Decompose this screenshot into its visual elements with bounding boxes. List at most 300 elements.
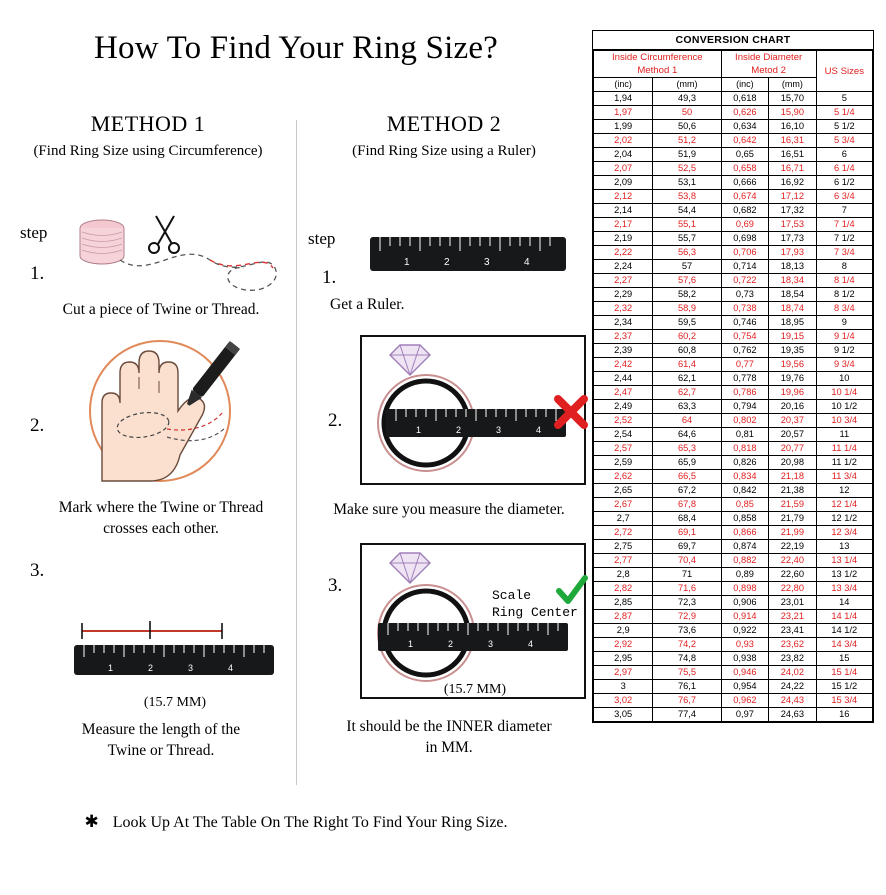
table-cell: 12 1/2 [816, 512, 872, 526]
table-cell: 2,62 [594, 470, 653, 484]
table-row [594, 176, 873, 190]
table-cell: 67,8 [653, 498, 721, 512]
method-1-step-label: step [20, 223, 48, 242]
scale-label-line-1: Scale [492, 588, 532, 603]
table-row [594, 456, 873, 470]
unit-mm-1: (mm) [653, 78, 721, 92]
svg-text:1: 1 [416, 425, 422, 435]
table-cell: 2,85 [594, 596, 653, 610]
table-row [594, 232, 873, 246]
table-cell: 0,89 [721, 568, 768, 582]
table-cell: 55,1 [653, 218, 721, 232]
table-cell: 2,97 [594, 666, 653, 680]
table-row [594, 680, 873, 694]
table-cell: 0,762 [721, 344, 768, 358]
table-cell: 2,77 [594, 554, 653, 568]
table-cell: 65,3 [653, 442, 721, 456]
table-cell: 0,962 [721, 694, 768, 708]
table-cell: 2,95 [594, 652, 653, 666]
table-cell: 0,738 [721, 302, 768, 316]
table-row [594, 708, 873, 722]
ruler-measuring-thread-illustration [72, 617, 282, 687]
wrong-diameter-measurement-illustration [360, 335, 586, 485]
table-cell: 2,07 [594, 162, 653, 176]
group-header-us-sizes: US Sizes [816, 51, 872, 92]
table-cell: 2,7 [594, 512, 653, 526]
table-cell: 10 1/2 [816, 400, 872, 414]
table-cell: 1,94 [594, 92, 653, 106]
table-row [594, 358, 873, 372]
hand-marking-thread-illustration [62, 333, 292, 483]
table-cell: 54,4 [653, 204, 721, 218]
table-cell: 18,13 [769, 260, 816, 274]
table-cell: 58,9 [653, 302, 721, 316]
table-cell: 2,67 [594, 498, 653, 512]
table-cell: 15,90 [769, 106, 816, 120]
table-cell: 2,09 [594, 176, 653, 190]
conversion-table [593, 50, 873, 722]
cross-icon [554, 395, 588, 429]
table-cell: 2,24 [594, 260, 653, 274]
table-row [594, 274, 873, 288]
page-title: How To Find Your Ring Size? [93, 30, 499, 66]
table-cell: 12 1/4 [816, 498, 872, 512]
table-cell: 51,9 [653, 148, 721, 162]
table-row [594, 162, 873, 176]
table-cell: 18,95 [769, 316, 816, 330]
table-cell: 52,5 [653, 162, 721, 176]
table-cell: 60,2 [653, 330, 721, 344]
table-row [594, 288, 873, 302]
table-cell: 17,12 [769, 190, 816, 204]
unit-inc-2: (inc) [721, 78, 768, 92]
table-cell: 0,906 [721, 596, 768, 610]
table-cell: 0,642 [721, 134, 768, 148]
table-cell: 5 1/2 [816, 120, 872, 134]
table-cell: 56,3 [653, 246, 721, 260]
table-cell: 2,52 [594, 414, 653, 428]
table-cell: 23,41 [769, 624, 816, 638]
table-cell: 20,16 [769, 400, 816, 414]
table-row [594, 148, 873, 162]
table-cell: 19,76 [769, 372, 816, 386]
table-row [594, 316, 873, 330]
inner-diameter-measurement-illustration [360, 543, 586, 699]
group-header-row [594, 51, 873, 78]
table-cell: 2,32 [594, 302, 653, 316]
table-cell: 53,8 [653, 190, 721, 204]
table-cell: 0,682 [721, 204, 768, 218]
table-cell: 2,19 [594, 232, 653, 246]
method-2-measurement-note: (15.7 MM) [443, 682, 507, 697]
table-row [594, 106, 873, 120]
table-cell: 23,01 [769, 596, 816, 610]
table-cell: 23,62 [769, 638, 816, 652]
method-1-step-3-number: 3. [30, 560, 45, 581]
table-cell: 19,15 [769, 330, 816, 344]
table-cell: 16,92 [769, 176, 816, 190]
table-cell: 2,17 [594, 218, 653, 232]
table-cell: 2,59 [594, 456, 653, 470]
table-cell: 57,6 [653, 274, 721, 288]
table-cell: 58,2 [653, 288, 721, 302]
table-cell: 3,02 [594, 694, 653, 708]
table-cell: 10 3/4 [816, 414, 872, 428]
svg-text:4: 4 [536, 425, 542, 435]
table-cell: 77,4 [653, 708, 721, 722]
table-cell: 50 [653, 106, 721, 120]
table-row [594, 218, 873, 232]
table-cell: 0,626 [721, 106, 768, 120]
table-cell: 2,14 [594, 204, 653, 218]
table-cell: 68,4 [653, 512, 721, 526]
table-cell: 0,842 [721, 484, 768, 498]
table-cell: 8 1/4 [816, 274, 872, 288]
table-cell: 0,698 [721, 232, 768, 246]
table-cell: 19,35 [769, 344, 816, 358]
table-cell: 0,874 [721, 540, 768, 554]
table-cell: 53,1 [653, 176, 721, 190]
table-cell: 14 1/4 [816, 610, 872, 624]
table-cell: 0,946 [721, 666, 768, 680]
table-cell: 17,93 [769, 246, 816, 260]
svg-text:2: 2 [456, 425, 462, 435]
table-cell: 16,71 [769, 162, 816, 176]
table-cell: 0,898 [721, 582, 768, 596]
table-cell: 57 [653, 260, 721, 274]
method-1-heading: METHOD 1 [90, 111, 206, 136]
table-cell: 72,3 [653, 596, 721, 610]
check-icon [556, 575, 588, 607]
table-cell: 2,65 [594, 484, 653, 498]
table-row [594, 204, 873, 218]
method-2-step-1-number: 1. [322, 267, 337, 288]
table-cell: 12 [816, 484, 872, 498]
table-cell: 22,40 [769, 554, 816, 568]
group-header-diameter: Inside Diameter Metod 2 [721, 51, 816, 78]
table-cell: 67,2 [653, 484, 721, 498]
table-cell: 11 1/4 [816, 442, 872, 456]
table-cell: 24,22 [769, 680, 816, 694]
table-row [594, 582, 873, 596]
table-cell: 2,47 [594, 386, 653, 400]
table-cell: 2,34 [594, 316, 653, 330]
table-cell: 71,6 [653, 582, 721, 596]
table-cell: 62,1 [653, 372, 721, 386]
table-cell: 17,53 [769, 218, 816, 232]
table-cell: 3,05 [594, 708, 653, 722]
table-cell: 2,57 [594, 442, 653, 456]
table-cell: 6 1/4 [816, 162, 872, 176]
table-cell: 70,4 [653, 554, 721, 568]
table-cell: 0,954 [721, 680, 768, 694]
table-cell: 2,12 [594, 190, 653, 204]
table-cell: 2,44 [594, 372, 653, 386]
table-cell: 76,1 [653, 680, 721, 694]
table-cell: 0,802 [721, 414, 768, 428]
table-cell: 0,618 [721, 92, 768, 106]
table-cell: 0,834 [721, 470, 768, 484]
table-cell: 6 1/2 [816, 176, 872, 190]
table-row [594, 694, 873, 708]
table-cell: 20,98 [769, 456, 816, 470]
table-cell: 2,22 [594, 246, 653, 260]
table-cell: 21,18 [769, 470, 816, 484]
svg-text:3: 3 [188, 663, 194, 673]
method-1-step-3-caption: Measure the length of the Twine or Thread. [81, 721, 241, 759]
table-cell: 20,57 [769, 428, 816, 442]
table-cell: 12 3/4 [816, 526, 872, 540]
table-cell: 16,31 [769, 134, 816, 148]
table-cell: 19,56 [769, 358, 816, 372]
table-cell: 8 1/2 [816, 288, 872, 302]
table-cell: 9 1/4 [816, 330, 872, 344]
conversion-chart-title: CONVERSION CHART [593, 31, 873, 50]
method-1-step-2-caption: Mark where the Twine or Thread crosses each other. [58, 499, 264, 537]
table-cell: 19,96 [769, 386, 816, 400]
svg-text:1: 1 [404, 257, 410, 268]
column-divider [296, 120, 297, 785]
method-2-subheading: (Find Ring Size using a Ruler) [352, 143, 536, 159]
table-cell: 10 1/4 [816, 386, 872, 400]
table-cell: 17,32 [769, 204, 816, 218]
table-cell: 2,27 [594, 274, 653, 288]
table-cell: 0,826 [721, 456, 768, 470]
table-cell: 0,938 [721, 652, 768, 666]
table-cell: 5 1/4 [816, 106, 872, 120]
table-cell: 0,794 [721, 400, 768, 414]
table-cell: 0,97 [721, 708, 768, 722]
table-cell: 9 3/4 [816, 358, 872, 372]
table-row [594, 372, 873, 386]
table-cell: 15 3/4 [816, 694, 872, 708]
table-cell: 49,3 [653, 92, 721, 106]
table-row [594, 134, 873, 148]
table-cell: 0,706 [721, 246, 768, 260]
table-row [594, 666, 873, 680]
table-cell: 13 3/4 [816, 582, 872, 596]
table-cell: 2,75 [594, 540, 653, 554]
table-cell: 16 [816, 708, 872, 722]
table-cell: 60,8 [653, 344, 721, 358]
table-cell: 50,6 [653, 120, 721, 134]
table-cell: 10 [816, 372, 872, 386]
table-cell: 0,634 [721, 120, 768, 134]
method-1-measurement-note: (15.7 MM) [143, 695, 207, 710]
table-row [594, 638, 873, 652]
table-cell: 69,7 [653, 540, 721, 554]
method-2-heading: METHOD 2 [386, 111, 502, 136]
table-cell: 20,77 [769, 442, 816, 456]
table-cell: 15 1/4 [816, 666, 872, 680]
table-cell: 11 [816, 428, 872, 442]
table-cell: 3 [594, 680, 653, 694]
table-cell: 13 1/2 [816, 568, 872, 582]
table-cell: 22,60 [769, 568, 816, 582]
table-cell: 55,7 [653, 232, 721, 246]
table-row [594, 624, 873, 638]
table-row [594, 386, 873, 400]
table-row [594, 120, 873, 134]
svg-text:3: 3 [484, 257, 490, 268]
table-cell: 21,79 [769, 512, 816, 526]
methods-container [0, 105, 592, 805]
table-row [594, 596, 873, 610]
table-cell: 24,02 [769, 666, 816, 680]
table-row [594, 484, 873, 498]
table-cell: 0,914 [721, 610, 768, 624]
method-1-step-2-number: 2. [30, 415, 45, 436]
method-1-subheading: (Find Ring Size using Circumference) [33, 143, 263, 159]
table-cell: 64,6 [653, 428, 721, 442]
table-cell: 0,754 [721, 330, 768, 344]
table-cell: 2,37 [594, 330, 653, 344]
table-cell: 0,65 [721, 148, 768, 162]
table-cell: 17,73 [769, 232, 816, 246]
ruler-illustration [368, 229, 568, 285]
table-cell: 71 [653, 568, 721, 582]
table-cell: 0,922 [721, 624, 768, 638]
svg-text:2: 2 [444, 257, 450, 268]
table-cell: 15 1/2 [816, 680, 872, 694]
conversion-table-head [594, 51, 873, 92]
table-cell: 21,99 [769, 526, 816, 540]
table-cell: 0,77 [721, 358, 768, 372]
table-row [594, 554, 873, 568]
table-row [594, 442, 873, 456]
method-1-column [0, 105, 296, 160]
svg-text:3: 3 [488, 639, 494, 649]
table-cell: 0,818 [721, 442, 768, 456]
table-cell: 7 [816, 204, 872, 218]
svg-text:1: 1 [108, 663, 114, 673]
svg-text:4: 4 [528, 639, 534, 649]
table-cell: 0,73 [721, 288, 768, 302]
method-2-column [296, 105, 592, 160]
table-cell: 15,70 [769, 92, 816, 106]
table-row [594, 470, 873, 484]
table-cell: 73,6 [653, 624, 721, 638]
table-cell: 11 3/4 [816, 470, 872, 484]
table-cell: 9 [816, 316, 872, 330]
method-1-step-1-number: 1. [30, 263, 45, 284]
table-cell: 72,9 [653, 610, 721, 624]
table-cell: 0,714 [721, 260, 768, 274]
table-cell: 8 [816, 260, 872, 274]
table-cell: 75,5 [653, 666, 721, 680]
table-cell: 22,80 [769, 582, 816, 596]
table-cell: 61,4 [653, 358, 721, 372]
table-row [594, 400, 873, 414]
table-cell: 20,37 [769, 414, 816, 428]
svg-text:2: 2 [448, 639, 454, 649]
table-cell: 15 [816, 652, 872, 666]
table-cell: 23,82 [769, 652, 816, 666]
footnote [0, 812, 592, 832]
table-cell: 0,666 [721, 176, 768, 190]
table-cell: 59,5 [653, 316, 721, 330]
table-cell: 2,72 [594, 526, 653, 540]
table-cell: 0,722 [721, 274, 768, 288]
table-cell: 0,69 [721, 218, 768, 232]
table-cell: 0,778 [721, 372, 768, 386]
table-cell: 6 [816, 148, 872, 162]
table-cell: 23,21 [769, 610, 816, 624]
table-cell: 9 1/2 [816, 344, 872, 358]
table-cell: 2,87 [594, 610, 653, 624]
method-2-step-label: step [308, 229, 336, 248]
table-cell: 2,9 [594, 624, 653, 638]
footnote-text: Look Up At The Table On The Right To Find Your Ring Size. [112, 814, 508, 831]
table-cell: 2,29 [594, 288, 653, 302]
scale-label-line-2: Ring Center [492, 605, 578, 620]
table-cell: 5 3/4 [816, 134, 872, 148]
table-cell: 1,97 [594, 106, 653, 120]
table-cell: 7 3/4 [816, 246, 872, 260]
table-row [594, 540, 873, 554]
table-cell: 14 [816, 596, 872, 610]
svg-text:4: 4 [228, 663, 234, 673]
table-cell: 65,9 [653, 456, 721, 470]
table-row [594, 428, 873, 442]
method-2-step-2-caption: Make sure you measure the diameter. [333, 501, 565, 518]
table-cell: 7 1/4 [816, 218, 872, 232]
unit-inc-1: (inc) [594, 78, 653, 92]
table-cell: 64 [653, 414, 721, 428]
table-cell: 14 1/2 [816, 624, 872, 638]
table-cell: 2,02 [594, 134, 653, 148]
table-cell: 2,42 [594, 358, 653, 372]
method-2-step-2-number: 2. [328, 410, 343, 431]
conversion-chart [592, 30, 874, 723]
table-cell: 0,93 [721, 638, 768, 652]
table-cell: 2,49 [594, 400, 653, 414]
table-cell: 24,63 [769, 708, 816, 722]
table-cell: 14 3/4 [816, 638, 872, 652]
table-cell: 62,7 [653, 386, 721, 400]
table-row [594, 512, 873, 526]
asterisk-icon: ✱ [84, 812, 99, 831]
table-cell: 0,658 [721, 162, 768, 176]
table-cell: 18,34 [769, 274, 816, 288]
table-cell: 13 [816, 540, 872, 554]
table-cell: 0,786 [721, 386, 768, 400]
table-cell: 21,59 [769, 498, 816, 512]
svg-text:3: 3 [496, 425, 502, 435]
table-cell: 69,1 [653, 526, 721, 540]
table-cell: 11 1/2 [816, 456, 872, 470]
table-row [594, 330, 873, 344]
table-cell: 8 3/4 [816, 302, 872, 316]
table-cell: 0,81 [721, 428, 768, 442]
svg-text:4: 4 [524, 257, 530, 268]
group-header-circumference: Inside Circumference Method 1 [594, 51, 722, 78]
table-row [594, 414, 873, 428]
table-row [594, 246, 873, 260]
conversion-table-body [594, 92, 873, 722]
table-cell: 22,19 [769, 540, 816, 554]
table-row [594, 526, 873, 540]
table-cell: 0,674 [721, 190, 768, 204]
table-cell: 2,82 [594, 582, 653, 596]
table-row [594, 610, 873, 624]
table-cell: 2,8 [594, 568, 653, 582]
table-cell: 2,39 [594, 344, 653, 358]
table-cell: 7 1/2 [816, 232, 872, 246]
table-cell: 0,858 [721, 512, 768, 526]
table-cell: 63,3 [653, 400, 721, 414]
method-2-step-1-caption: Get a Ruler. [330, 296, 405, 313]
